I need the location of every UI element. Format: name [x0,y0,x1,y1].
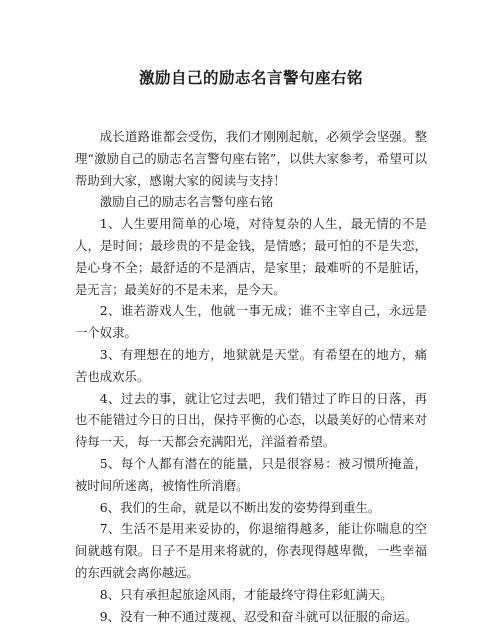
quote-item: 4、过去的事，就让它过去吧，我们错过了昨日的日落，再也不能错过今日的日出，保持平衡的心态，以最美好的心情来对待每一天，每一天都会充满阳光，洋溢着希望。 [75,390,427,450]
document-title: 激励自己的励志名言警句座右铭 [138,69,363,87]
quote-item: 5、每个人都有潜在的能量，只是很容易：被习惯所掩盖，被时间所迷离，被惰性所消磨。 [75,455,427,493]
quote-item: 8、只有承担起旅途风雨，才能最终守得住彩虹满天。 [99,586,393,602]
intro-paragraph: 成长道路谁都会受伤，我们才刚刚起航，必须学会坚强。整理“激励自己的励志名言警句座右铭”，以供大家参考，希望可以帮助到大家，感谢大家的阅读与支持！ [75,129,427,188]
quote-item: 6、我们的生命，就是以不断出发的姿势得到重生。 [99,499,381,515]
document-body [75,126,427,627]
quote-item: 9、没有一种不通过蔑视、忍受和奋斗就可以征服的命运。 [99,608,418,624]
section-subtitle: 激励自己的励志名言警句座右铭 [99,194,274,210]
quote-item: 7、生活不是用来妥协的，你退缩得越多，能让你喘息的空间就越有限。日子不是用来将就的，你表现得越卑微，一些幸福的东西就会离你越远。 [75,521,427,580]
quote-item: 1、人生要用简单的心境，对待复杂的人生，最无情的不是人，是时间；最珍贵的不是金钱，是情感；最可怕的不是失恋，是心身不全；最舒适的不是酒店，是家里；最难听的不是脏话，是无言；最美好的不是未来，是今天。 [75,216,427,297]
quote-item: 3、有理想在的地方，地狱就是天堂。有希望在的地方，痛苦也成欢乐。 [75,346,427,384]
quote-item: 2、谁若游戏人生，他就一事无成；谁不主宰自己，永远是一个奴隶。 [75,303,427,341]
